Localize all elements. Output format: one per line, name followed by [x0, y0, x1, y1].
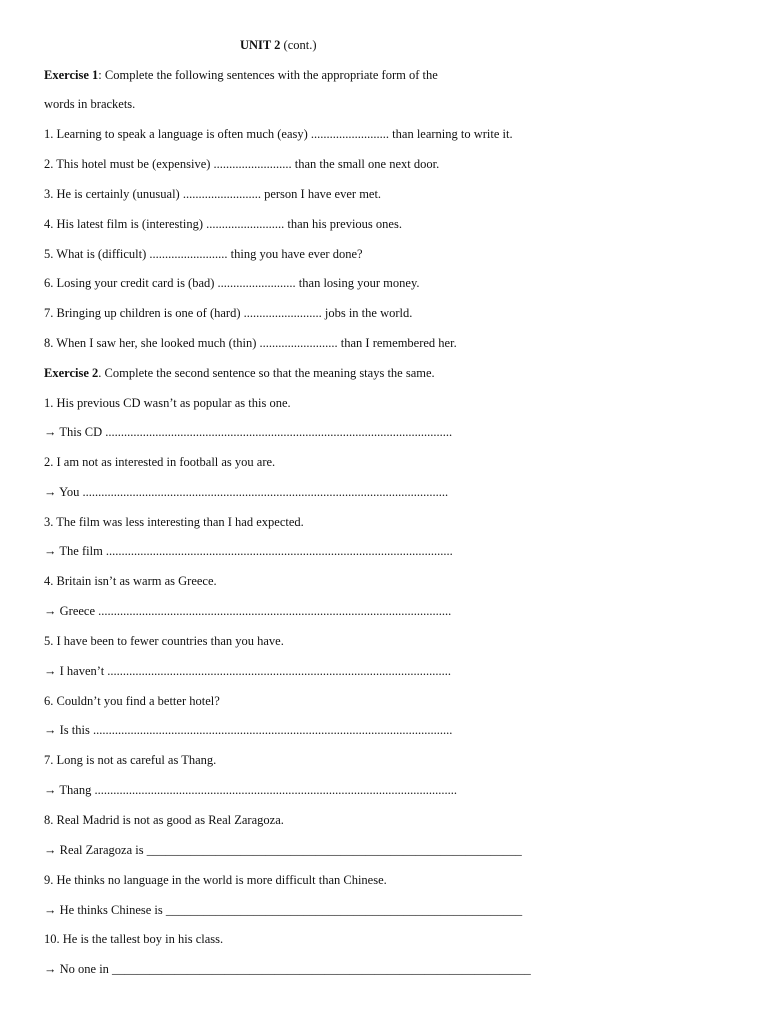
exercise1-heading — [44, 67, 438, 83]
exercise2-question: 8. Real Madrid is not as good as Real Zaragoza. — [44, 813, 284, 827]
exercise2-answer-line: → Real Zaragoza is ____________________________________________________________ — [44, 843, 522, 857]
exercise2-question: 2. I am not as interested in football as you are. — [44, 455, 276, 469]
exercise2-heading — [44, 365, 435, 381]
exercise2-answer-line: → Thang .................................................................................................................... — [44, 783, 457, 797]
exercise1-item: 3. He is certainly (unusual) ......................... person I have ever met. — [44, 187, 382, 201]
exercise1-instruction-cont: words in brackets. — [44, 97, 136, 111]
exercise2-question: 6. Couldn’t you find a better hotel? — [44, 694, 220, 708]
exercise2-answer-line: → Greece ................................................................................................................. — [44, 604, 452, 618]
exercise1-item: 8. When I saw her, she looked much (thin) ......................... than I remembered her. — [44, 336, 457, 350]
exercise1-item: 4. His latest film is (interesting) ......................... than his previous ones. — [44, 217, 402, 231]
exercise2-answer-line: → The film ............................................................................................................... — [44, 544, 453, 558]
exercise2-question: 10. He is the tallest boy in his class. — [44, 932, 224, 946]
exercise2-question: 3. The film was less interesting than I had expected. — [44, 515, 304, 529]
page-title — [240, 37, 317, 53]
exercise1-item: 6. Losing your credit card is (bad) ......................... than losing your money. — [44, 276, 420, 290]
exercise2-answer-line: → This CD ............................................................................................................... — [44, 425, 453, 439]
exercise2-instruction: . Complete the second sentence so that the meaning stays the same. — [98, 366, 435, 380]
exercise1-item: 5. What is (difficult) ......................... thing you have ever done? — [44, 247, 363, 261]
exercise2-label: Exercise 2 — [44, 366, 99, 380]
unit-cont: (cont.) — [280, 38, 317, 52]
exercise2-question: 7. Long is not as careful as Thang. — [44, 753, 217, 767]
exercise2-question: 4. Britain isn’t as warm as Greece. — [44, 574, 217, 588]
exercise1-item: 7. Bringing up children is one of (hard) ......................... jobs in the world. — [44, 306, 413, 320]
exercise2-question: 1. His previous CD wasn’t as popular as this one. — [44, 396, 291, 410]
exercise1-item: 1. Learning to speak a language is often much (easy) ......................... than learning to write it. — [44, 127, 513, 141]
exercise2-answer-line: → He thinks Chinese is _________________________________________________________ — [44, 903, 523, 917]
unit-label: UNIT 2 — [240, 38, 281, 52]
exercise1-item: 2. This hotel must be (expensive) ......................... than the small one next door. — [44, 157, 440, 171]
exercise2-answer-line: → I haven’t .............................................................................................................. — [44, 664, 452, 678]
exercise2-question: 9. He thinks no language in the world is more difficult than Chinese. — [44, 873, 387, 887]
exercise1-instruction: : Complete the following sentences with the appropriate form of the — [98, 68, 438, 82]
exercise2-answer-line: → You ..................................................................................................................... — [44, 485, 449, 499]
exercise1-label: Exercise 1 — [44, 68, 99, 82]
exercise2-answer-line: → No one in ___________________________________________________________________ — [44, 962, 531, 976]
exercise2-answer-line: → Is this ................................................................................................................... — [44, 723, 453, 737]
exercise2-question: 5. I have been to fewer countries than you have. — [44, 634, 284, 648]
